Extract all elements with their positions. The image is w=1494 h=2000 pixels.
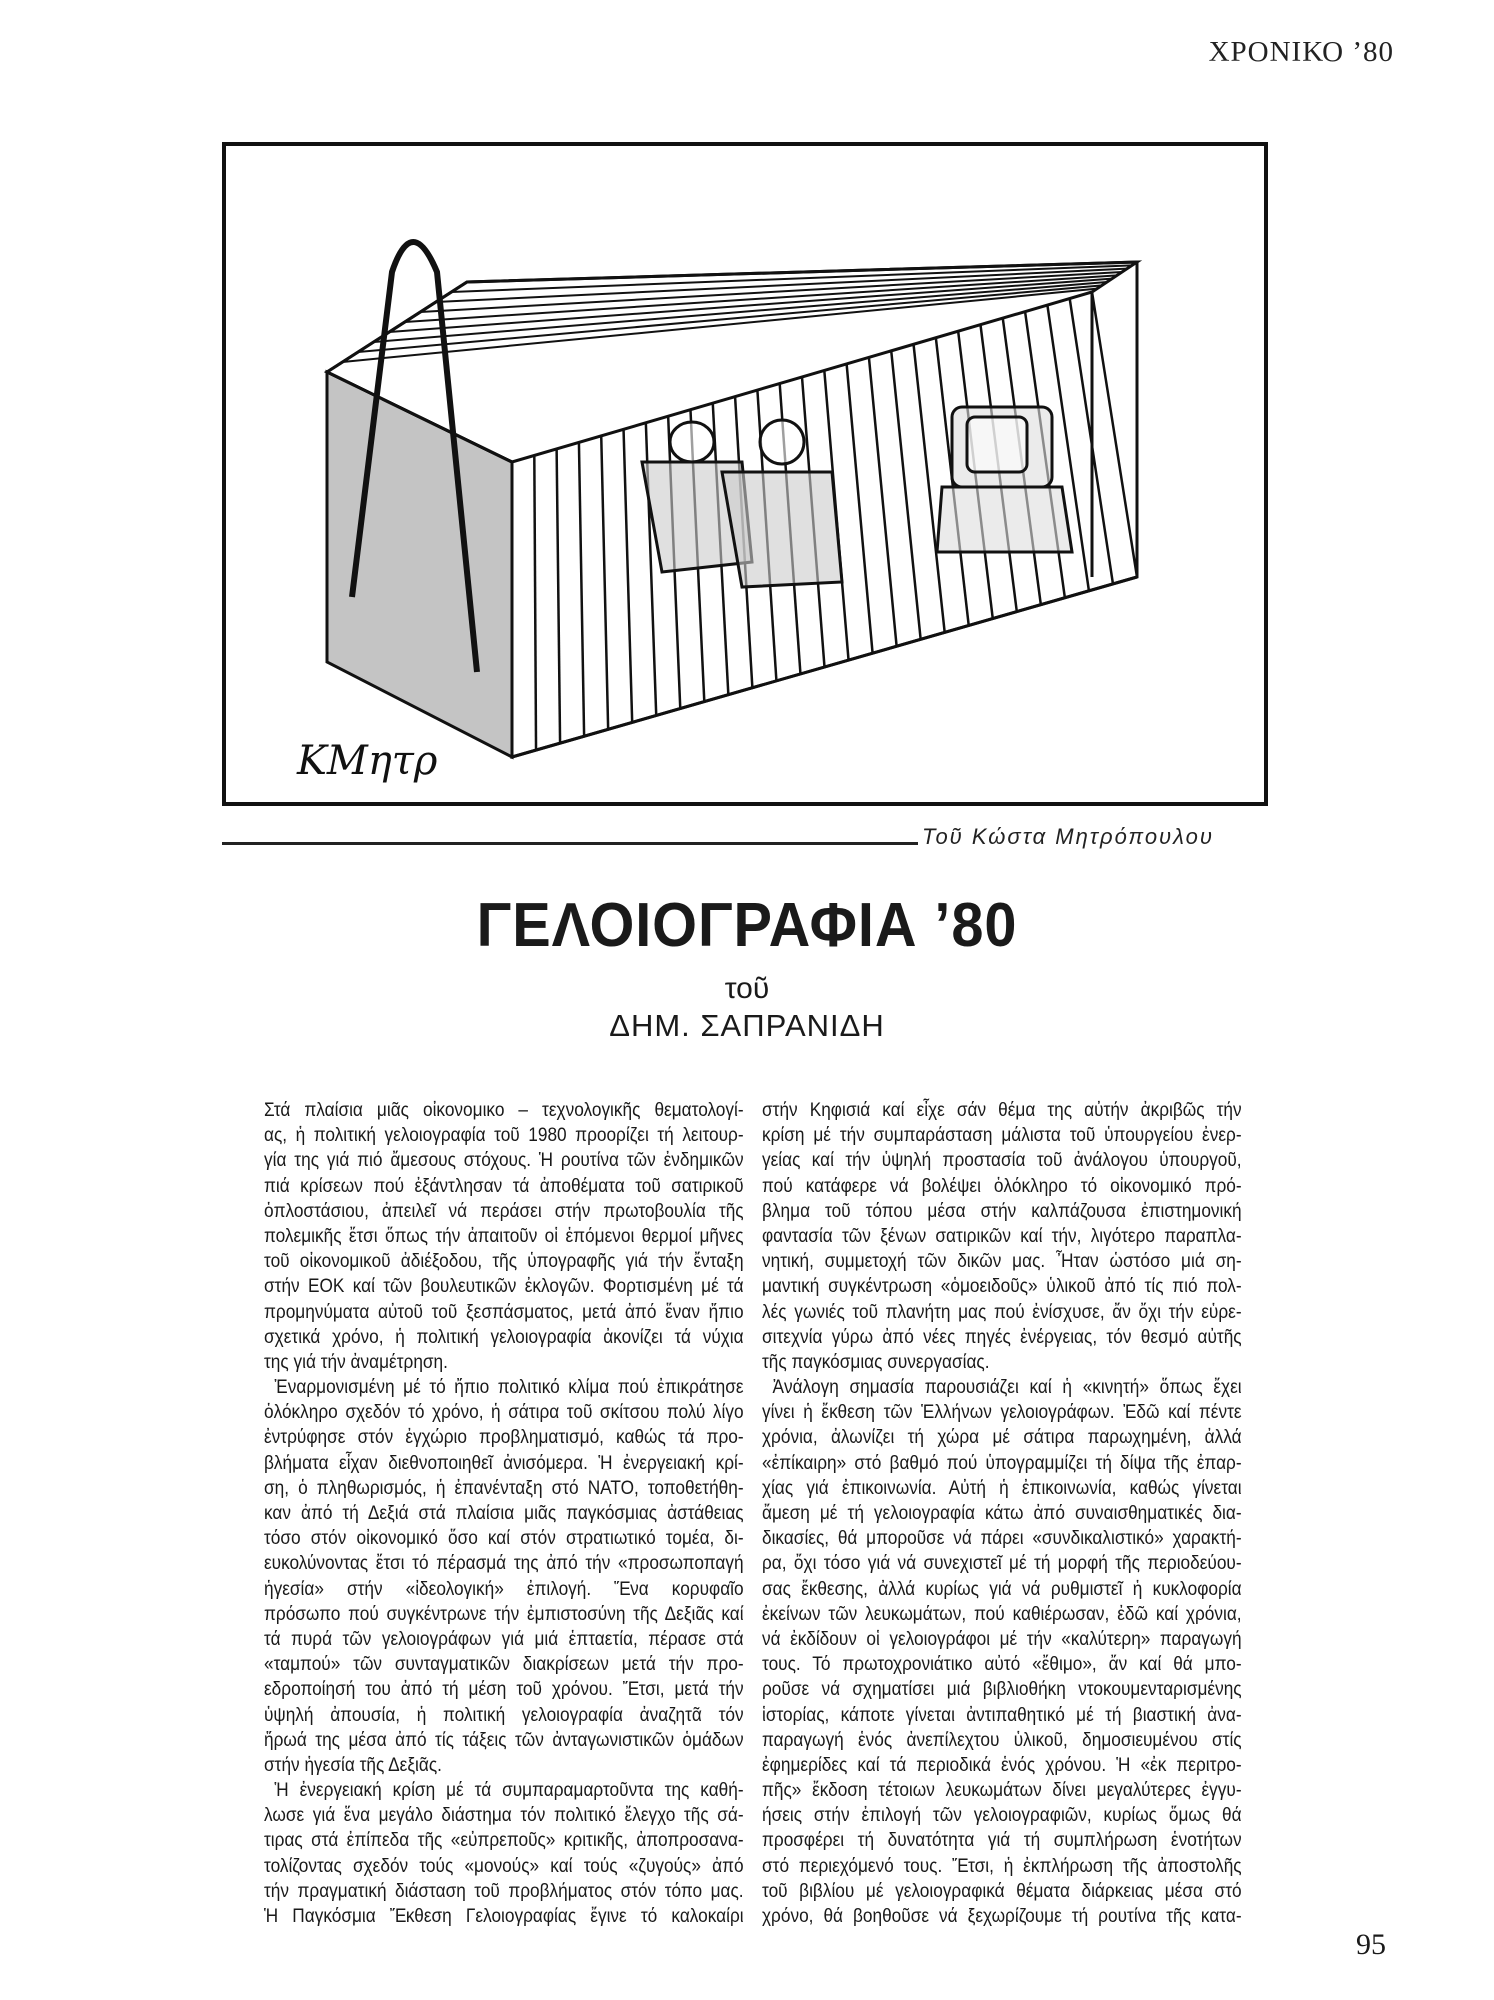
text-line: τήν πραγματική διάσταση τοῦ προβλήματος στόν τόπο μας. (264, 1879, 744, 1902)
text-line: σιτεχνία γύρω ἀπό νέες πηγές ἐνέργειας, τόν θεσμό αὐτῆς (762, 1325, 1242, 1348)
cartoon-caption: Τοῦ Κώστα Μητρόπουλου (922, 824, 1214, 849)
caption-rule (222, 842, 918, 845)
text-line: γείας καί τήν ὑψηλή προστασία τοῦ ἀνάλογου ὑπουργοῦ, (762, 1149, 1242, 1172)
text-line: τά πυρά τῶν γελοιογράφων γιά μιά ἑπταετία, πέρασε στά (264, 1627, 744, 1650)
text-line: «ἐπίκαιρη» στό βαθμό πού ὑπογραμμίζει τή δίψα τῆς ἐπαρ- (762, 1451, 1242, 1474)
text-line: ὁλόκληρο σχεδόν τό χρόνο, ἡ σάτιρα τοῦ σκίτσου πολύ λίγο (264, 1401, 744, 1424)
text-line: τολίζοντας σχεδόν τούς «μονούς» καί τούς «ζυγούς» ἀπό (264, 1854, 744, 1877)
text-line: πολεμικῆς ἔτσι ὅπως τήν ἀπαιτοῦν οἱ ἑπόμενοι θερμοί μῆνες (264, 1224, 744, 1247)
byline-prefix: τοῦ (724, 972, 770, 1005)
text-line: πρόσωπο πού συγκέντρωνε τήν ἐμπιστοσύνη τῆς Δεξιᾶς καί (264, 1602, 744, 1625)
page-number: 95 (1356, 1928, 1386, 1961)
text-line: λωσε γιά ἕνα μεγάλο διάστημα τόν πολιτικό ἔλεγχο τῆς σά- (264, 1804, 744, 1827)
text-line: Ἡ Παγκόσμια Ἔκθεση Γελοιογραφίας ἔγινε τό καλοκαίρι (264, 1905, 744, 1927)
text-line: Στά πλαίσια μιᾶς οἰκονομικο – τεχνολογικῆς θεματολογί- (264, 1099, 744, 1121)
text-line: μαντική συγκέντρωση «ὁμοειδοῦς» ὑλικοῦ ἀπό τίς πιό πολ- (762, 1275, 1242, 1298)
television (937, 407, 1072, 552)
text-line: ὁπλοστάσιου, ἀπειλεῖ νά περάσει στήν πρωτοβουλία τῆς (264, 1199, 744, 1222)
text-line: ρα, ὄχι τόσο γιά νά συνεχιστεῖ μέ τή μορφή τῆς περιοδεύου- (762, 1552, 1242, 1575)
text-line: στό περιεχόμενό τους. Ἔτσι, ἡ ἐκπλήρωση τῆς ἀποστολῆς (762, 1854, 1242, 1877)
text-line: χρόνια, ἀλωνίζει τή χώρα μέ σάτιρα παρωχημένη, ἀλλά (762, 1426, 1242, 1449)
text-line: Ἡ ἐνεργειακή κρίση μέ τά συμπαραμαρτοῦντα της καθή- (274, 1779, 744, 1802)
text-line: νά ἐκδίδουν οἱ γελοιογράφοι μέ τήν «καλύτερη» παραγωγή (762, 1627, 1242, 1650)
article-title: ΓΕΛΟΙΟΓΡΑΦΙΑ ’80 (476, 891, 1018, 960)
text-line: τῆς παγκόσμιας συνεργασίας. (762, 1350, 990, 1373)
text-line: ροῦσε νά σχηματίσει μιά βιβλιοθήκη ντοκουμενταρισμένης (762, 1678, 1242, 1701)
text-line: ὑψηλή ἀπουσία, ἡ πολιτική γελοιογραφία ἀναζητᾶ τόν (264, 1703, 744, 1726)
text-line: παραγωγή ἑνός ἀνεπίλεχτου ὑλικοῦ, δημοσιευμένου στίς (762, 1728, 1242, 1751)
text-line: ἡγεσία» στήν «ἰδεολογική» ἐπιλογή. Ἕνα κορυφαῖο (264, 1577, 744, 1600)
text-line: ευκολύνοντας ἔτσι τό πέρασμά της ἀπό τήν «προσωποπαγή (264, 1552, 744, 1575)
text-line: λές γωνιές τοῦ πλανήτη μας πού ἐνίσχυσε, ἄν ὄχι τήν εὑρε- (762, 1300, 1242, 1323)
text-line: κρίση μέ τήν συμπαράσταση μάλιστα τοῦ ὑπουργείου ἐνερ- (762, 1124, 1242, 1147)
text-line: της γιά τήν ἀναμέτρηση. (264, 1350, 448, 1373)
text-line: ση, ὁ πληθωρισμός, ἡ ἐπανένταξη στό ΝΑΤΟ, τοποθετήθη- (264, 1476, 744, 1499)
text-line: ἥρωά της μέσα ἀπό τίς τάξεις τῶν ἀνταγωνιστικῶν ὁμάδων (264, 1728, 744, 1751)
text-line: «ταμπού» τῶν συνταγματικῶν διακρίσεων μετά τήν προ- (264, 1653, 744, 1676)
text-line: σας ἔκθεσης, ἀλλά κυρίως γιά νά ρυθμιστεῖ ἡ κυκλοφορία (762, 1577, 1242, 1600)
text-line: νητική, συμμετοχή τῶν δικῶν μας. Ἦταν ὡστόσο μιά ση- (762, 1250, 1242, 1273)
text-line: εδροποίησή του ἀπό τή μέση τοῦ χρόνου. Ἔτσι, μετά τήν (264, 1678, 744, 1701)
text-column-1 (264, 1098, 744, 1929)
text-line: στήν ΕΟΚ καί τῶν βουλευτικῶν ἐκλογῶν. Φορτισμένη μέ τά (264, 1275, 744, 1298)
cartoon-illustration (222, 142, 1268, 806)
text-line: τους. Τό πρωτοχρονιάτικο αὐτό «ἔθιμο», ἄν καί θά μπο- (762, 1653, 1242, 1676)
text-line: χίας γιά ἐπικοινωνία. Αὐτή ἡ ἐπικοινωνία, καθώς γίνεται (762, 1476, 1242, 1499)
text-line: Ἐναρμονισμένη μέ τό ἤπιο πολιτικό κλίμα πού ἐπικράτησε (274, 1376, 744, 1399)
text-line: τόσο στόν οἰκονομικό ὅσο καί στόν στρατιωτικό τομέα, δι- (264, 1527, 744, 1550)
text-line: στήν ἡγεσία τῆς Δεξιᾶς. (264, 1753, 442, 1776)
text-line: χρόνο, θά βοηθοῦσε νά ξεχωρίζουμε τή ρουτίνα τῆς κατα- (762, 1905, 1242, 1927)
text-line: πῆς» ἔκδοση τέτοιων λευκωμάτων δίνει μεγαλύτερες ἐγγυ- (762, 1779, 1242, 1802)
text-line: πού κατάφερε νά βολέψει ὁλόκληρο τό οἰκονομικό πρό- (762, 1174, 1242, 1197)
text-line: τοῦ οἰκονομικοῦ ἀδιέξοδου, τῆς ὑπογραφῆς γιά τήν ἔνταξη (264, 1250, 744, 1273)
artist-signature: ΚΜητρ (297, 738, 438, 784)
text-line: ἱστορίας, κάποτε γίνεται ἀντιπαθητικό μέ τή βιαστική ἀνα- (762, 1703, 1242, 1726)
text-line: βλήματα εἶχαν διεθνοποιηθεῖ ἀνισόμερα. Ἡ ἐνεργειακή κρί- (264, 1451, 744, 1474)
text-line: γίνει ἡ ἔκθεση τῶν Ἑλλήνων γελοιογράφων. Ἐδῶ καί πέντε (762, 1401, 1242, 1424)
running-header: ΧΡΟΝΙΚΟ ’80 (1208, 36, 1394, 68)
text-line: καν ἀπό τή Δεξιά στά πλαίσια μιᾶς παγκόσμιας ἀστάθειας (264, 1502, 744, 1524)
text-line: βλημα τοῦ τόπου μέσα στήν καλπάζουσα ἐπιστημονική (762, 1199, 1242, 1222)
text-line: ἄμεση μέ τή γελοιογραφία κάτω ἀπό συναισθηματικές δια- (762, 1502, 1242, 1524)
text-line: στήν Κηφισιά καί εἶχε σάν θέμα της αὐτήν ἀκριβῶς τήν (762, 1099, 1242, 1121)
text-line: Ἀνάλογη σημασία παρουσιάζει καί ἡ «κινητή» ὅπως ἔχει (772, 1376, 1242, 1399)
text-line: γία της γιά πιό ἄμεσους στόχους. Ἡ ρουτίνα τῶν ἐνδημικῶν (264, 1149, 744, 1172)
text-line: πιά κρίσεων πού ἐξάντλησαν τά ἀποθέματα τοῦ σατιρικοῦ (264, 1174, 744, 1197)
text-line: σχετικά χρόνο, ἡ πολιτική γελοιογραφία ἀκονίζει τά νύχια (264, 1325, 744, 1348)
text-line: ήσεις στήν ἐπιλογή τῶν γελοιογραφιῶν, κυρίως ὅμως θά (762, 1804, 1242, 1827)
text-line: φαντασία τῶν ξένων σατιρικῶν καί τήν, λιγότερο παραπλα- (762, 1224, 1242, 1247)
cage-bar (534, 455, 536, 750)
text-line: προσφέρει τή δυνατότητα γιά τή συμπλήρωση ἑνοτήτων (762, 1829, 1242, 1852)
text-line: προμηνύματα αὐτοῦ τοῦ ξεσπάσματος, μετά ἀπό ἕναν ἤπιο (264, 1300, 744, 1323)
text-line: ἐντρύφησε στόν ἐγχώριο προβληματισμό, καθώς τά προ- (264, 1426, 744, 1449)
text-line: ἐφημερίδες καί τά περιοδικά ἑνός χρόνου. Ἡ «ἐκ περιτρο- (762, 1753, 1242, 1776)
text-line: τιρας στά ἐπίπεδα τῆς «εὐπρεποῦς» κριτικῆς, ἀποπροσανα- (264, 1829, 744, 1852)
author-name: ΔΗΜ. ΣΑΠΡΑΝΙΔΗ (609, 1008, 885, 1043)
text-line: τοῦ βιβλίου μέ γελοιογραφικά θέματα διάρκειας μέσα στό (762, 1879, 1242, 1902)
text-line: δικασίες, θά μποροῦσε νά πάρει «συνδικαλιστικό» χαρακτή- (762, 1527, 1242, 1550)
text-line: ἐκείνων τῶν λευκωμάτων, πού καθιέρωσαν, ἐδῶ καί χρόνια, (762, 1602, 1242, 1625)
text-column-2 (762, 1098, 1242, 1929)
text-line: ας, ἡ πολιτική γελοιογραφία τοῦ 1980 προορίζει τή λειτουρ- (264, 1124, 744, 1147)
